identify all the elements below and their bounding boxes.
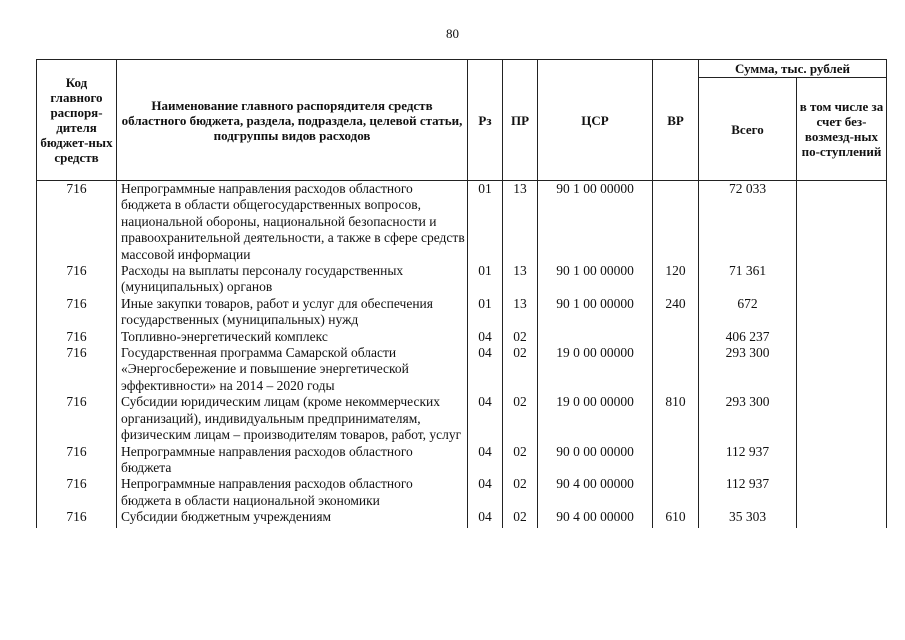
cell-incl [797, 444, 887, 477]
cell-vr [653, 476, 699, 509]
cell-pr: 02 [503, 394, 538, 443]
cell-incl [797, 476, 887, 509]
cell-total: 406 237 [699, 329, 797, 345]
cell-csr: 90 1 00 00000 [538, 181, 653, 264]
table-row [37, 444, 887, 477]
cell-pr: 02 [503, 444, 538, 477]
table-row [37, 296, 887, 329]
cell-code: 716 [37, 296, 117, 329]
table-row [37, 329, 887, 345]
table-row [37, 394, 887, 443]
cell-pr: 02 [503, 476, 538, 509]
cell-total: 672 [699, 296, 797, 329]
cell-csr [538, 329, 653, 345]
cell-rz: 01 [468, 181, 503, 264]
cell-pr: 02 [503, 345, 538, 394]
table-row [37, 476, 887, 509]
cell-csr: 90 4 00 00000 [538, 476, 653, 509]
budget-table [36, 59, 887, 528]
cell-total: 293 300 [699, 394, 797, 443]
cell-name: Иные закупки товаров, работ и услуг для обеспечения государственных (муниципальных) нужд [117, 296, 468, 329]
cell-code: 716 [37, 263, 117, 296]
cell-incl [797, 181, 887, 264]
header-vr: ВР [653, 60, 699, 181]
header-name: Наименование главного распорядителя средств областного бюджета, раздела, подраздела, целевой статьи, подгруппы видов расходов [117, 60, 468, 181]
cell-name: Субсидии юридическим лицам (кроме некоммерческих организаций), индивидуальным предпринимателям, физическим лицам – производителям товаров, работ, услуг [117, 394, 468, 443]
page-number: 80 [446, 26, 459, 41]
table-body [37, 181, 887, 528]
cell-pr: 02 [503, 329, 538, 345]
cell-total: 112 937 [699, 476, 797, 509]
cell-name: Топливно-энергетический комплекс [117, 329, 468, 345]
cell-total: 293 300 [699, 345, 797, 394]
table-row [37, 263, 887, 296]
table-header [37, 60, 887, 181]
cell-incl [797, 329, 887, 345]
cell-code: 716 [37, 444, 117, 477]
cell-csr: 90 1 00 00000 [538, 263, 653, 296]
cell-incl [797, 345, 887, 394]
cell-csr: 19 0 00 00000 [538, 345, 653, 394]
header-code: Код главного распоря-дителя бюджет-ных средств [37, 60, 117, 181]
header-pr: ПР [503, 60, 538, 181]
cell-vr: 610 [653, 509, 699, 527]
cell-rz: 04 [468, 394, 503, 443]
table-row [37, 345, 887, 394]
cell-pr: 02 [503, 509, 538, 527]
cell-vr: 810 [653, 394, 699, 443]
cell-vr [653, 444, 699, 477]
cell-rz: 04 [468, 476, 503, 509]
cell-rz: 01 [468, 263, 503, 296]
cell-pr: 13 [503, 263, 538, 296]
cell-total: 112 937 [699, 444, 797, 477]
cell-incl [797, 296, 887, 329]
cell-vr: 240 [653, 296, 699, 329]
cell-csr: 90 4 00 00000 [538, 509, 653, 527]
cell-name: Расходы на выплаты персоналу государственных (муниципальных) органов [117, 263, 468, 296]
cell-code: 716 [37, 476, 117, 509]
cell-name: Непрограммные направления расходов областного бюджета в области национальной экономики [117, 476, 468, 509]
cell-code: 716 [37, 181, 117, 264]
header-sum: Сумма, тыс. рублей [699, 60, 887, 78]
cell-code: 716 [37, 329, 117, 345]
cell-incl [797, 263, 887, 296]
cell-vr: 120 [653, 263, 699, 296]
cell-code: 716 [37, 394, 117, 443]
table-row [37, 509, 887, 527]
cell-rz: 04 [468, 444, 503, 477]
header-csr: ЦСР [538, 60, 653, 181]
cell-total: 72 033 [699, 181, 797, 264]
header-rz: Рз [468, 60, 503, 181]
cell-vr [653, 329, 699, 345]
cell-vr [653, 181, 699, 264]
cell-csr: 90 0 00 00000 [538, 444, 653, 477]
table-row [37, 181, 887, 264]
header-total: Всего [699, 78, 797, 181]
cell-total: 71 361 [699, 263, 797, 296]
cell-csr: 90 1 00 00000 [538, 296, 653, 329]
cell-csr: 19 0 00 00000 [538, 394, 653, 443]
cell-name: Государственная программа Самарской области «Энергосбережение и повышение энергетической эффективности» на 2014 – 2020 годы [117, 345, 468, 394]
cell-pr: 13 [503, 296, 538, 329]
cell-total: 35 303 [699, 509, 797, 527]
cell-incl [797, 509, 887, 527]
cell-code: 716 [37, 509, 117, 527]
cell-name: Непрограммные направления расходов областного бюджета в области общегосударственных вопросов, национальной обороны, национальной безопасности и правоохранительной деятельности, а также в сфере средств массовой информации [117, 181, 468, 264]
cell-pr: 13 [503, 181, 538, 264]
cell-name: Субсидии бюджетным учреждениям [117, 509, 468, 527]
cell-rz: 01 [468, 296, 503, 329]
cell-rz: 04 [468, 345, 503, 394]
cell-name: Непрограммные направления расходов областного бюджета [117, 444, 468, 477]
cell-vr [653, 345, 699, 394]
cell-incl [797, 394, 887, 443]
cell-code: 716 [37, 345, 117, 394]
cell-rz: 04 [468, 509, 503, 527]
header-incl: в том числе за счет без-возмезд-ных по-ступлений [797, 78, 887, 181]
cell-rz: 04 [468, 329, 503, 345]
